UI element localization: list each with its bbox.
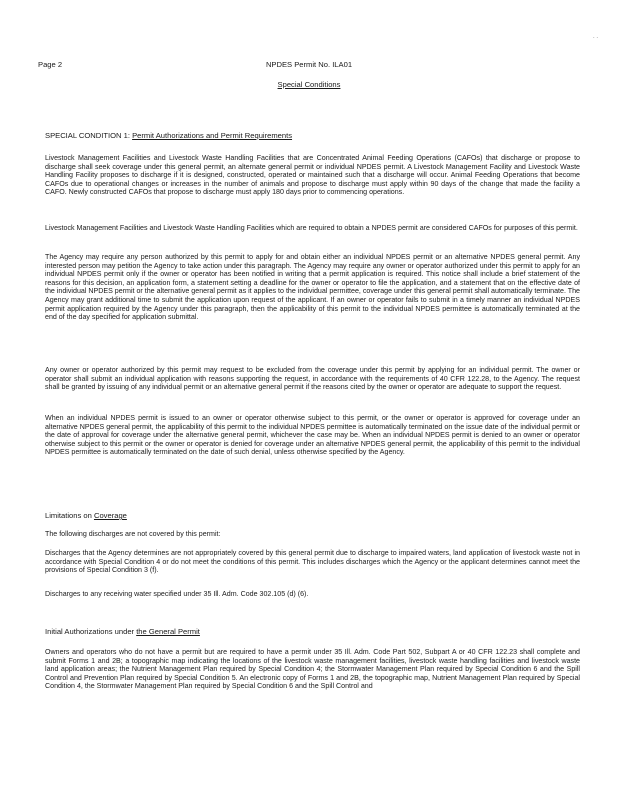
limitations-title: Coverage [93, 511, 127, 520]
initial-prefix: Initial Authorizations under [45, 627, 137, 636]
scan-mark: . . [592, 34, 598, 40]
condition1-paragraph-4: Any owner or operator authorized by this permit may request to be excluded from the coverage under this permit by applying for an individual permit. The owner or operator shall submit an individual application with reasons supporting the request, in accordance with the requirements of 40 CFR 122.28, to the Agency. The request shall be granted by issuing of any individual permit or an alternative general permit if the reasons cited by the owner or operator are adequate to support the request. [45, 366, 580, 392]
condition1-paragraph-3: The Agency may require any person authorized by this permit to apply for and obtain either an individual NPDES permit or an alternative NPDES general permit. Any interested person may petition the Agency to take action under this paragraph. The Agency may require any owner or operator authorized under this permit to apply for an individual NPDES permit only if the owner or operator has been notified in writing that a permit application is required. This notice shall include a brief statement of the reasons for this decision, an application form, a statement setting a deadline for the owner or operator to file the application, and a statement that on the effective date of the individual NPDES permit or the alternative general permit as it applies to the individual permittee, coverage under this general permit shall automatically terminate. The Agency may grant additional time to submit the application upon request of the applicant. If an owner or operator fails to submit in a timely manner an individual NPDES permit application required by the Agency under this paragraph, then the applicability of this permit to the individual NPDES permittee is automatically terminated at the end of the day specified for application submittal. [45, 253, 580, 322]
limitations-paragraph-2: Discharges that the Agency determines are not appropriately covered by this general permit due to discharge to impaired waters, land application of livestock waste not in accordance with Special Condition 4 or do not meet the conditions of this permit. This includes discharges which the Agency or the applicant determines cannot meet the provisions of Special Condition 3 (f). [45, 549, 580, 575]
condition1-title: Permit Authorizations and Permit Requirements [132, 131, 293, 140]
limitations-prefix: Limitations on [45, 511, 94, 520]
permit-number: NPDES Permit No. ILA01 [265, 60, 353, 69]
condition1-heading [45, 131, 292, 140]
initial-paragraph-1: Owners and operators who do not have a permit but are required to have a permit under 35 Ill. Adm. Code Part 502, Subpart A or 40 CFR 122.23 shall complete and submit Forms 1 and 2B; a topographic map indicating the locations of the livestock waste management facilities, livestock waste handling facilities and livestock waste land application areas; the Nutrient Management Plan required by Special Condition 4; the Stormwater Management Plan required by Special Condition 6 and the Spill Control and Prevention Plan required by Special Condition 5. An electronic copy of Forms 1 and 2B, the topographic map, Nutrient Management Plan required by Special Condition 4, the Stormwater Management Plan required by Special Condition 6 and the Spill Control and [45, 648, 580, 691]
limitations-paragraph-3: Discharges to any receiving water specified under 35 Ill. Adm. Code 302.105 (d) (6). [45, 590, 309, 598]
limitations-heading [45, 511, 127, 520]
page-number: Page 2 [38, 60, 63, 69]
condition1-paragraph-2: Livestock Management Facilities and Livestock Waste Handling Facilities which are required to obtain a NPDES permit are considered CAFOs for purposes of this permit. [45, 224, 578, 232]
condition1-prefix: SPECIAL CONDITION 1: [45, 131, 133, 140]
initial-title: the General Permit [136, 627, 200, 636]
limitations-paragraph-1: The following discharges are not covered by this permit: [45, 530, 221, 538]
condition1-paragraph-5: When an individual NPDES permit is issued to an owner or operator otherwise subject to this permit, or the owner or operator is approved for coverage under an alternative NPDES general permit, the applicability of this permit to the individual NPDES permittee is automatically terminated on the issue date of the individual permit or the date of approval for coverage under the alternative general permit, whichever the case may be. When an individual NPDES permit is denied to an owner or operator otherwise subject to this permit or the owner or operator is denied for coverage under an alternative NPDES general permit, the applicability of this permit to the individual NPDES permittee is automatically terminated on the date of such denial, unless otherwise specified by the Agency. [45, 414, 580, 457]
condition1-paragraph-1: Livestock Management Facilities and Livestock Waste Handling Facilities that are Concentrated Animal Feeding Operations (CAFOs) that discharge or propose to discharge shall seek coverage under this general permit, an alternate general permit or individual NPDES permit. A Livestock Management Facility and Livestock Waste Handling Facility proposes to discharge if it is designed, constructed, operated or maintained such that a discharge will occur. Animal Feeding Operations that become CAFOs due to operational changes or increases in the number of animals and propose to discharge must apply within 90 days of the change that made the facility a CAFO. Newly constructed CAFOs that propose to discharge must apply 180 days prior to commencing operations. [45, 154, 580, 197]
initial-heading [45, 627, 200, 636]
section-title: Special Conditions [277, 80, 341, 89]
